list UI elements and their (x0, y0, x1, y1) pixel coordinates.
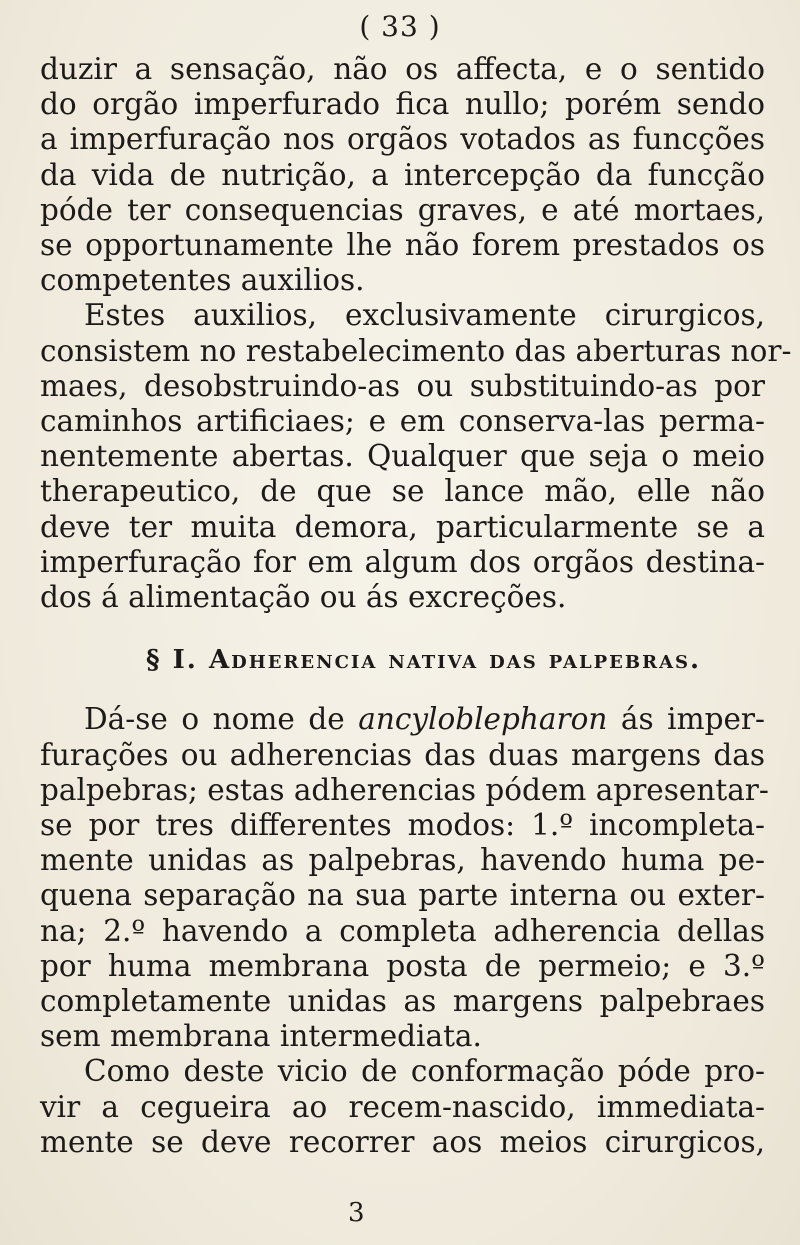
body-text (40, 52, 792, 1160)
text-line: se por tres differentes modos: 1.º incompleta- (40, 808, 765, 843)
text-fragment: ás imper- (607, 702, 765, 737)
text-line: maes, desobstruindo-as ou substituindo-as por (40, 368, 765, 403)
section-number: § I. (146, 645, 198, 676)
text-line: sem membrana intermediata. (40, 1019, 482, 1054)
text-line: Estes auxilios, exclusivamente cirurgicos, (84, 298, 765, 333)
text-line: do orgão imperfurado fica nullo; porém sendo (40, 87, 765, 122)
text-line: caminhos artificiaes; e em conserva-las perma- (40, 404, 765, 439)
paragraph-1 (40, 52, 765, 298)
text-line: póde ter consequencias graves, e até mortaes, (40, 192, 765, 227)
text-line: palpebras; estas adherencias pódem apresentar- (40, 772, 769, 807)
text-fragment: Dá-se o nome de (84, 702, 359, 737)
text-line (40, 702, 765, 737)
text-line: dos á alimentação ou ás excreções. (40, 580, 567, 615)
paragraph-2 (40, 298, 792, 615)
text-line: se opportunamente lhe não forem prestados os (40, 228, 765, 263)
text-line: por huma membrana posta de permeio; e 3.º (40, 948, 765, 983)
text-line: consistem no restabelecimento das aberturas nor- (40, 333, 792, 368)
section-heading (40, 643, 765, 678)
paragraph-4 (40, 1054, 765, 1160)
text-line: completamente unidas as margens palpebraes (40, 984, 765, 1019)
text-line: na; 2.º havendo a completa adherencia dellas (40, 913, 765, 948)
text-line: imperfuração for em algum dos orgãos destina- (40, 544, 765, 579)
text-line: a imperfuração nos orgãos votados as funcções (40, 122, 765, 157)
italic-term: ancyloblepharon (358, 702, 608, 737)
text-line: vir a cegueira ao recem-nascido, immediata- (40, 1089, 765, 1124)
text-line: deve ter muita demora, particularmente se a (40, 509, 765, 544)
text-line: therapeutico, de que se lance mão, elle não (40, 474, 765, 509)
text-line: Como deste vicio de conformação póde pro- (84, 1054, 765, 1089)
text-line: da vida de nutrição, a intercepção da funcção (40, 157, 765, 192)
text-line: quena separação na sua parte interna ou exter- (40, 878, 765, 913)
page-number: ( 33 ) (359, 10, 441, 43)
text-line: competentes auxilios. (40, 263, 365, 298)
text-line: furações ou adherencias das duas margens das (40, 737, 765, 772)
text-line: mente se deve recorrer aos meios cirurgicos, (40, 1124, 765, 1159)
signature-mark: 3 (348, 1198, 365, 1228)
paragraph-3 (40, 702, 769, 1054)
section-title: Adherencia nativa das palpebras. (208, 645, 702, 676)
text-line: duzir a sensação, não os affecta, e o sentido (40, 52, 765, 86)
text-line: nentemente abertas. Qualquer que seja o meio (40, 439, 765, 474)
text-line: mente unidas as palpebras, havendo huma pe- (40, 843, 765, 878)
